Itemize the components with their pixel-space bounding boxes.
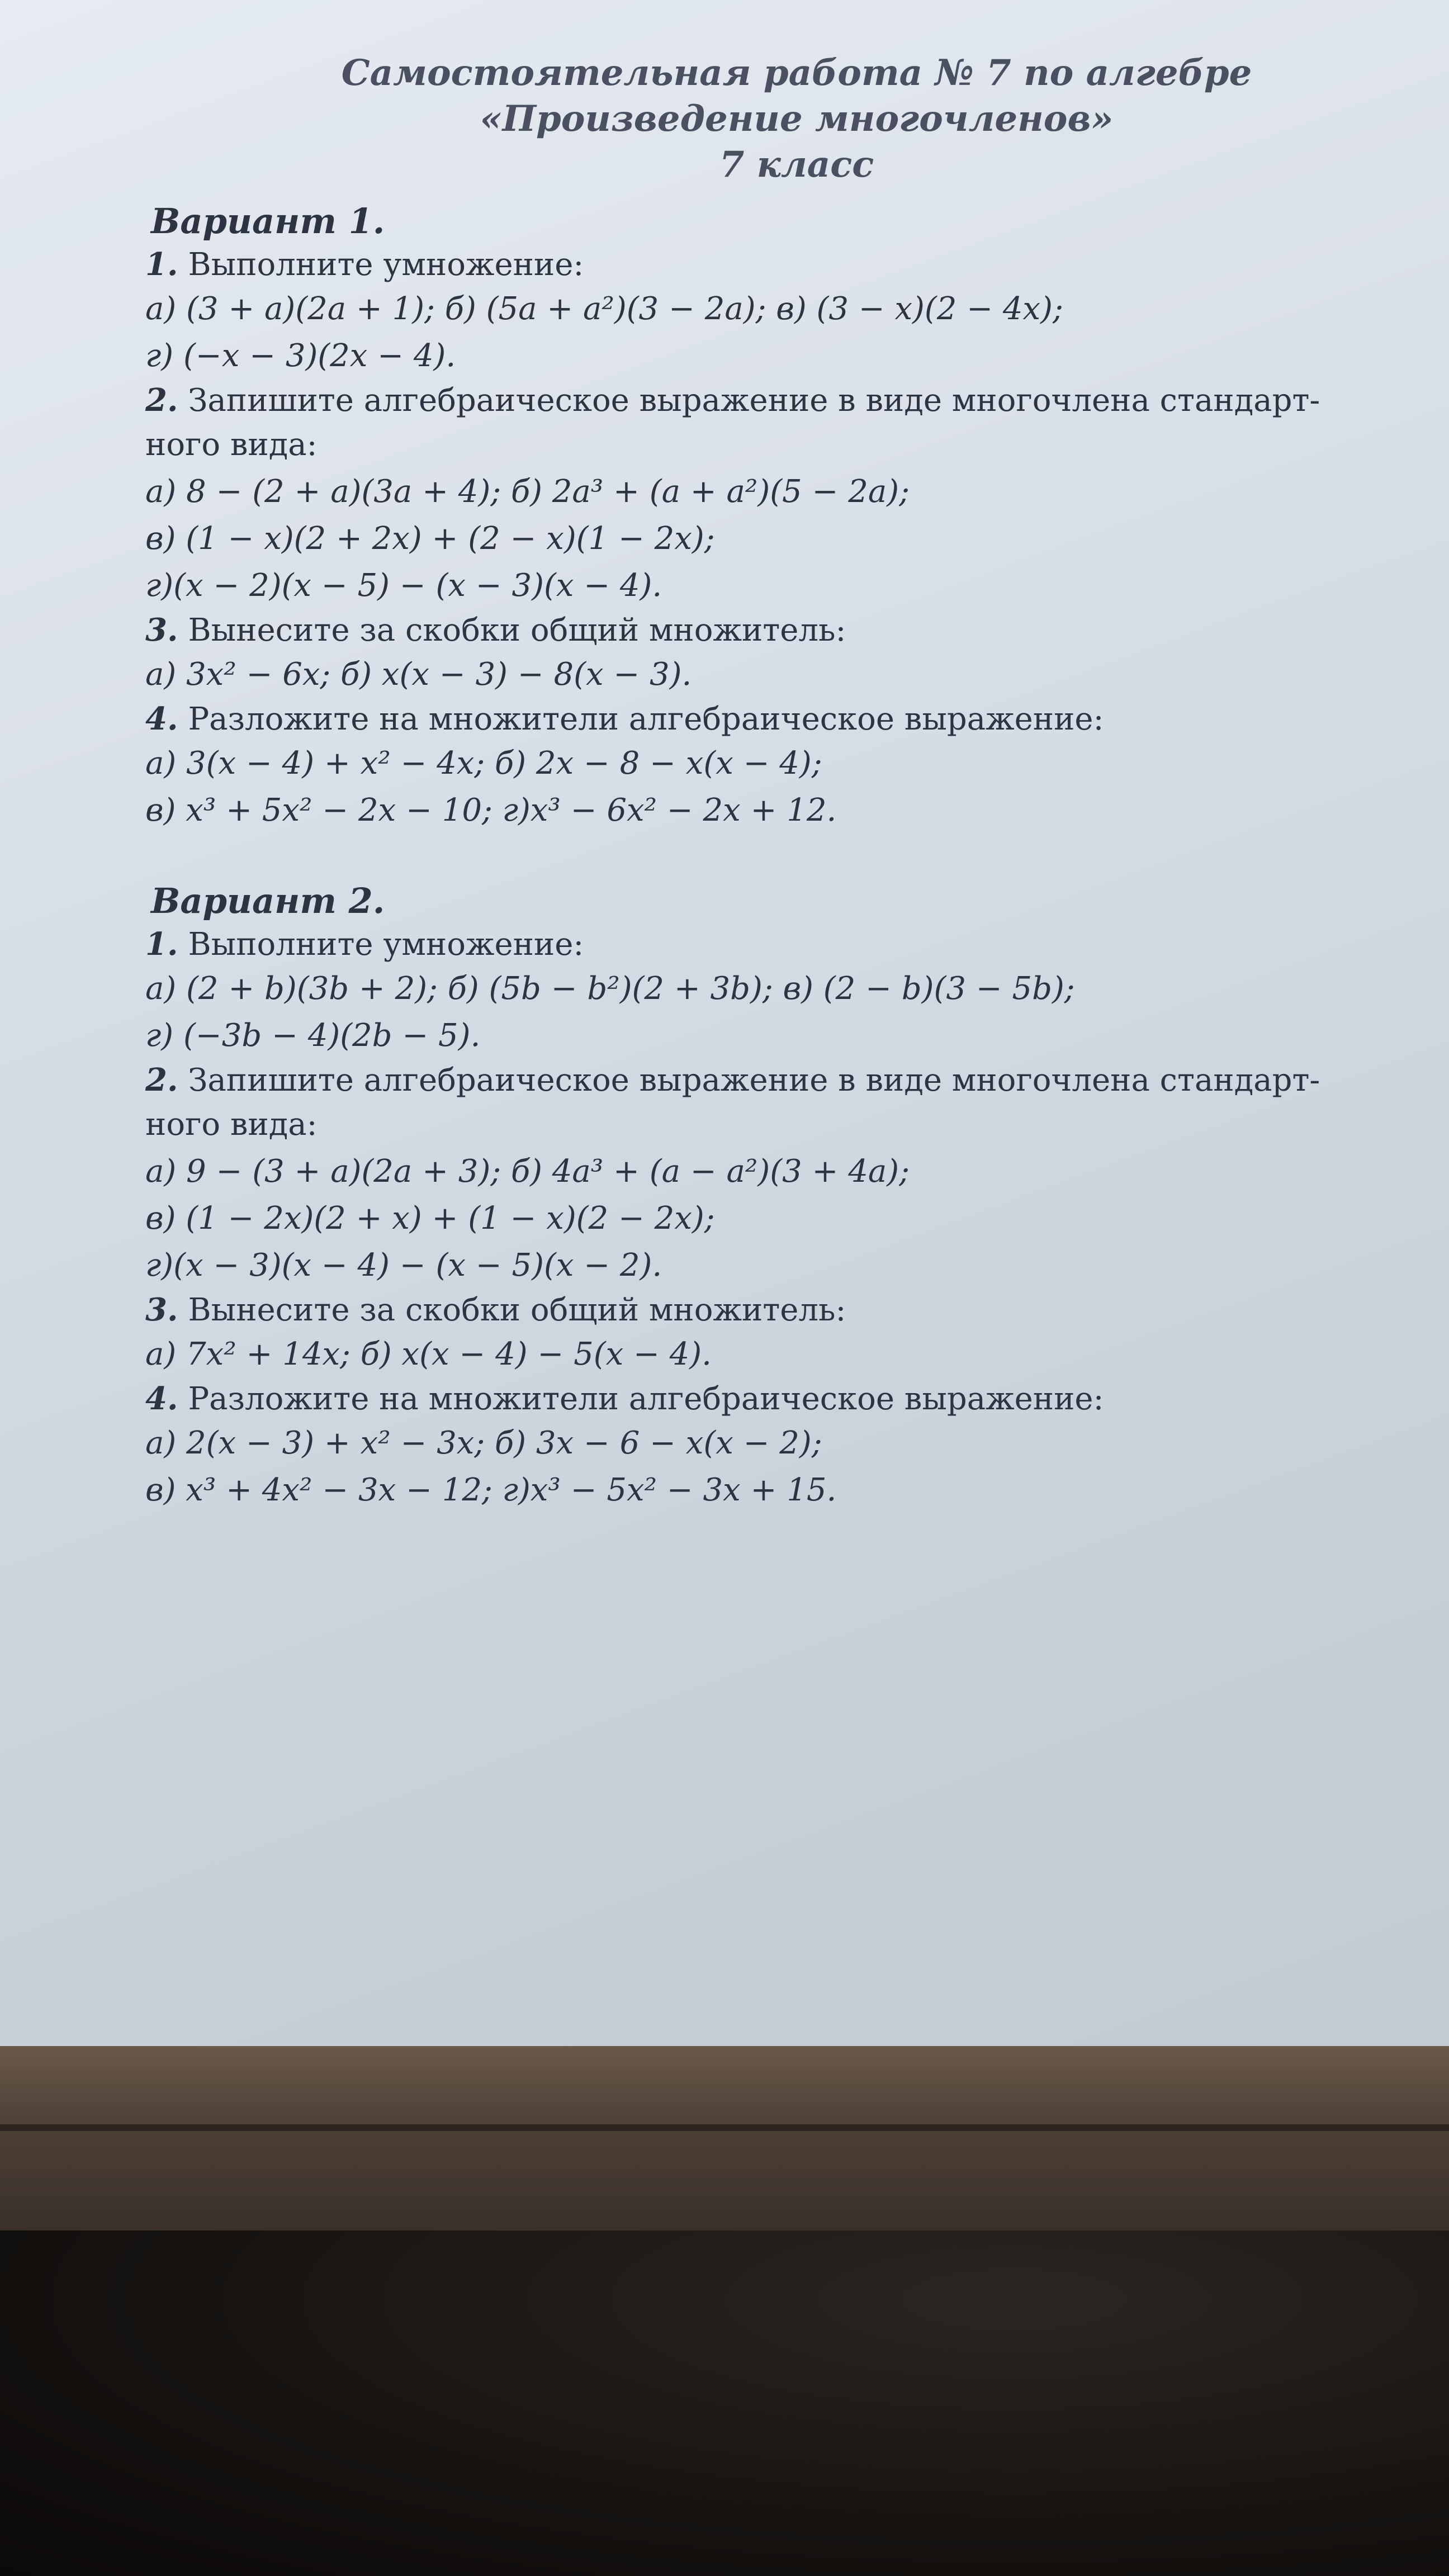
dark-fabric	[0, 2231, 1449, 2576]
v2-task-4-line-2: в) x³ + 4x² − 3x − 12; г)x³ − 5x² − 3x + 15.	[145, 1472, 837, 1508]
v2-task-2	[145, 1059, 1431, 1101]
worksheet-text	[140, 50, 1431, 1514]
worksheet-grade: 7 класс	[719, 144, 874, 186]
task-instruction: Выполните умножение:	[188, 247, 584, 283]
task-number: 2.	[145, 382, 178, 419]
v1-task-3	[145, 609, 1431, 651]
v1-task-1-line-2: г) (−x − 3)(2x − 4).	[145, 338, 456, 374]
task-number: 1.	[145, 926, 178, 963]
v2-task-1-line-1: а) (2 + b)(3b + 2); б) (5b − b²)(2 + 3b); в) (2 − b)(3 − 5b);	[145, 970, 1075, 1007]
task-instruction: Запишите алгебраическое выражение в виде многочлена стандарт-	[188, 1062, 1320, 1098]
task-number: 1.	[145, 246, 178, 283]
v1-task-2-instruction-cont: ного вида:	[145, 427, 318, 463]
v2-task-3-line-1: а) 7x² + 14x; б) x(x − 4) − 5(x − 4).	[145, 1336, 712, 1372]
v1-task-2-line-2: в) (1 − x)(2 + 2x) + (2 − x)(1 − 2x);	[145, 520, 715, 557]
v1-task-2-line-3: г)(x − 2)(x − 5) − (x − 3)(x − 4).	[145, 567, 662, 604]
v2-task-2-line-3: г)(x − 3)(x − 4) − (x − 5)(x − 2).	[145, 1247, 662, 1284]
task-number: 3.	[145, 612, 178, 648]
task-instruction: Разложите на множители алгебраическое выражение:	[188, 1381, 1104, 1417]
v2-task-2-line-2: в) (1 − 2x)(2 + x) + (1 − x)(2 − 2x);	[145, 1200, 715, 1237]
worksheet-title: Самостоятельная работа № 7 по алгебре	[341, 52, 1252, 94]
task-number: 2.	[145, 1062, 178, 1098]
v1-task-4-line-1: а) 3(x − 4) + x² − 4x; б) 2x − 8 − x(x − 4);	[145, 745, 822, 782]
v2-task-1-line-2: г) (−3b − 4)(2b − 5).	[145, 1017, 481, 1054]
worksheet-subtitle: «Произведение многочленов»	[480, 98, 1114, 140]
task-instruction: Вынесите за скобки общий множитель:	[188, 612, 846, 648]
task-number: 3.	[145, 1291, 178, 1328]
v1-task-2	[145, 380, 1431, 422]
v1-task-4-line-2: в) x³ + 5x² − 2x − 10; г)x³ − 6x² − 2x + 12.	[145, 792, 837, 828]
v2-task-4-line-1: а) 2(x − 3) + x² − 3x; б) 3x − 6 − x(x − 2);	[145, 1425, 822, 1461]
v2-task-3	[145, 1289, 1431, 1331]
v1-task-1	[145, 244, 1431, 286]
v1-task-3-line-1: а) 3x² − 6x; б) x(x − 3) − 8(x − 3).	[145, 656, 692, 693]
task-instruction: Вынесите за скобки общий множитель:	[188, 1292, 846, 1328]
v2-task-2-instruction-cont: ного вида:	[145, 1106, 318, 1143]
v1-task-4	[145, 698, 1431, 740]
v1-task-2-line-1: а) 8 − (2 + a)(3a + 4); б) 2a³ + (a + a²)(5 − 2a);	[145, 473, 910, 510]
variant-spacer	[140, 834, 1431, 868]
variant-1-title: Вариант 1.	[151, 201, 385, 242]
variant-2-title: Вариант 2.	[151, 880, 385, 921]
task-number: 4.	[145, 700, 178, 737]
task-instruction: Разложите на множители алгебраическое выражение:	[188, 701, 1104, 737]
v2-task-1	[145, 924, 1431, 965]
task-instruction: Запишите алгебраическое выражение в виде многочлена стандарт-	[188, 382, 1320, 419]
task-instruction: Выполните умножение:	[188, 926, 584, 963]
table-edge	[0, 2046, 1449, 2231]
task-number: 4.	[145, 1380, 178, 1417]
v1-task-1-line-1: а) (3 + a)(2a + 1); б) (5a + a²)(3 − 2a); в) (3 − x)(2 − 4x);	[145, 291, 1063, 327]
v2-task-4	[145, 1378, 1431, 1420]
table-seam	[0, 2124, 1449, 2131]
v2-task-2-line-1: а) 9 − (3 + a)(2a + 3); б) 4a³ + (a − a²)(3 + 4a);	[145, 1153, 910, 1190]
